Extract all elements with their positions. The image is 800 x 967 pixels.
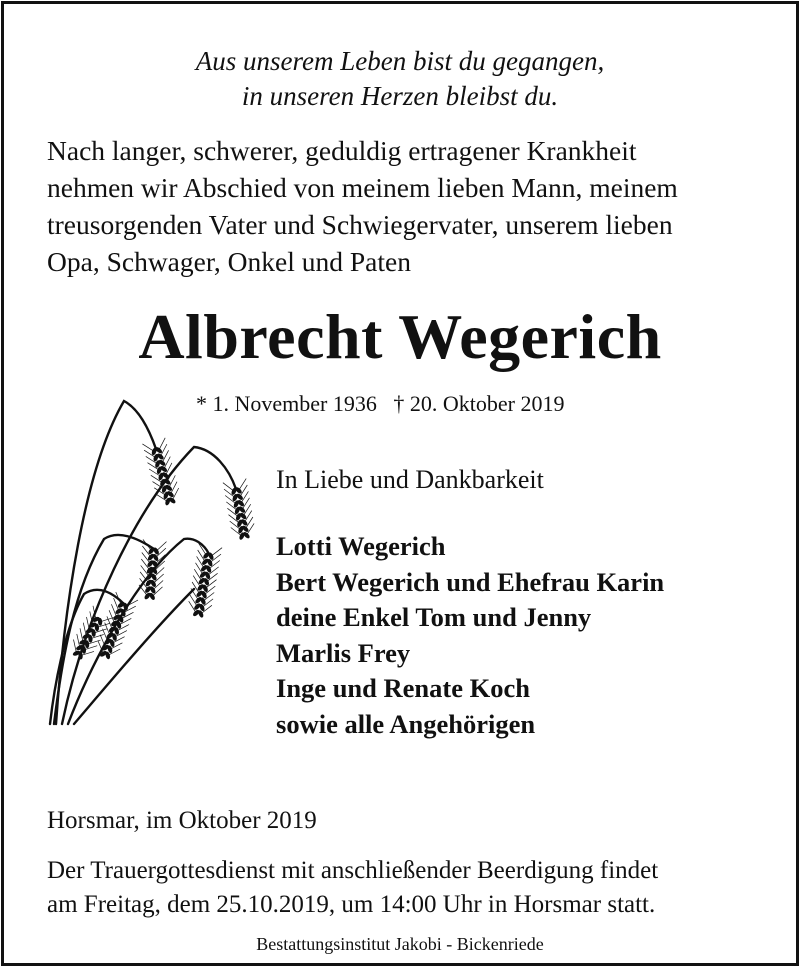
service-line-2: am Freitag, dem 25.10.2019, um 14:00 Uhr in Horsmar statt. [47,891,656,918]
undertaker-credit: Bestattungsinstitut Jakobi - Bickenriede [256,934,544,954]
mourners-list [276,529,664,742]
deceased-name: Albrecht Wegerich [138,301,662,372]
intro-line-1: Nach langer, schwerer, geduldig ertragener Krankheit [47,135,637,166]
life-dates [196,389,564,419]
mourner-item: Bert Wegerich und Ehefrau Karin [276,566,665,597]
intro-text [47,132,777,280]
intro-line-2: nehmen wir Abschied von meinem lieben Mann, meinem [47,172,678,203]
mourner-item: Inge und Renate Koch [276,673,530,703]
mourner-item: Marlis Frey [276,637,411,668]
intro-line-4: Opa, Schwager, Onkel und Paten [47,246,411,277]
quote-line-1: Aus unserem Leben bist du gegangen, [195,46,605,76]
place-and-date: Horsmar, im Oktober 2019 [47,807,317,834]
mourner-item: deine Enkel Tom und Jenny [276,602,592,632]
obituary-frame [1,1,799,966]
quote-line-2: in unseren Herzen bleibst du. [241,81,559,111]
memorial-quote [4,44,796,114]
death-date: † 20. Oktober 2019 [393,391,565,416]
mourner-item: sowie alle Angehörigen [276,708,536,739]
intro-line-3: treusorgenden Vater und Schwiegervater, unserem lieben [47,209,673,240]
dedication-line: In Liebe und Dankbarkeit [276,465,544,494]
funeral-service-info [47,854,777,922]
mourner-item: Lotti Wegerich [276,531,446,561]
service-line-1: Der Trauergottesdienst mit anschließender Beerdigung findet [47,857,659,884]
wheat-icon [44,389,284,729]
birth-date: * 1. November 1936 [196,391,377,416]
